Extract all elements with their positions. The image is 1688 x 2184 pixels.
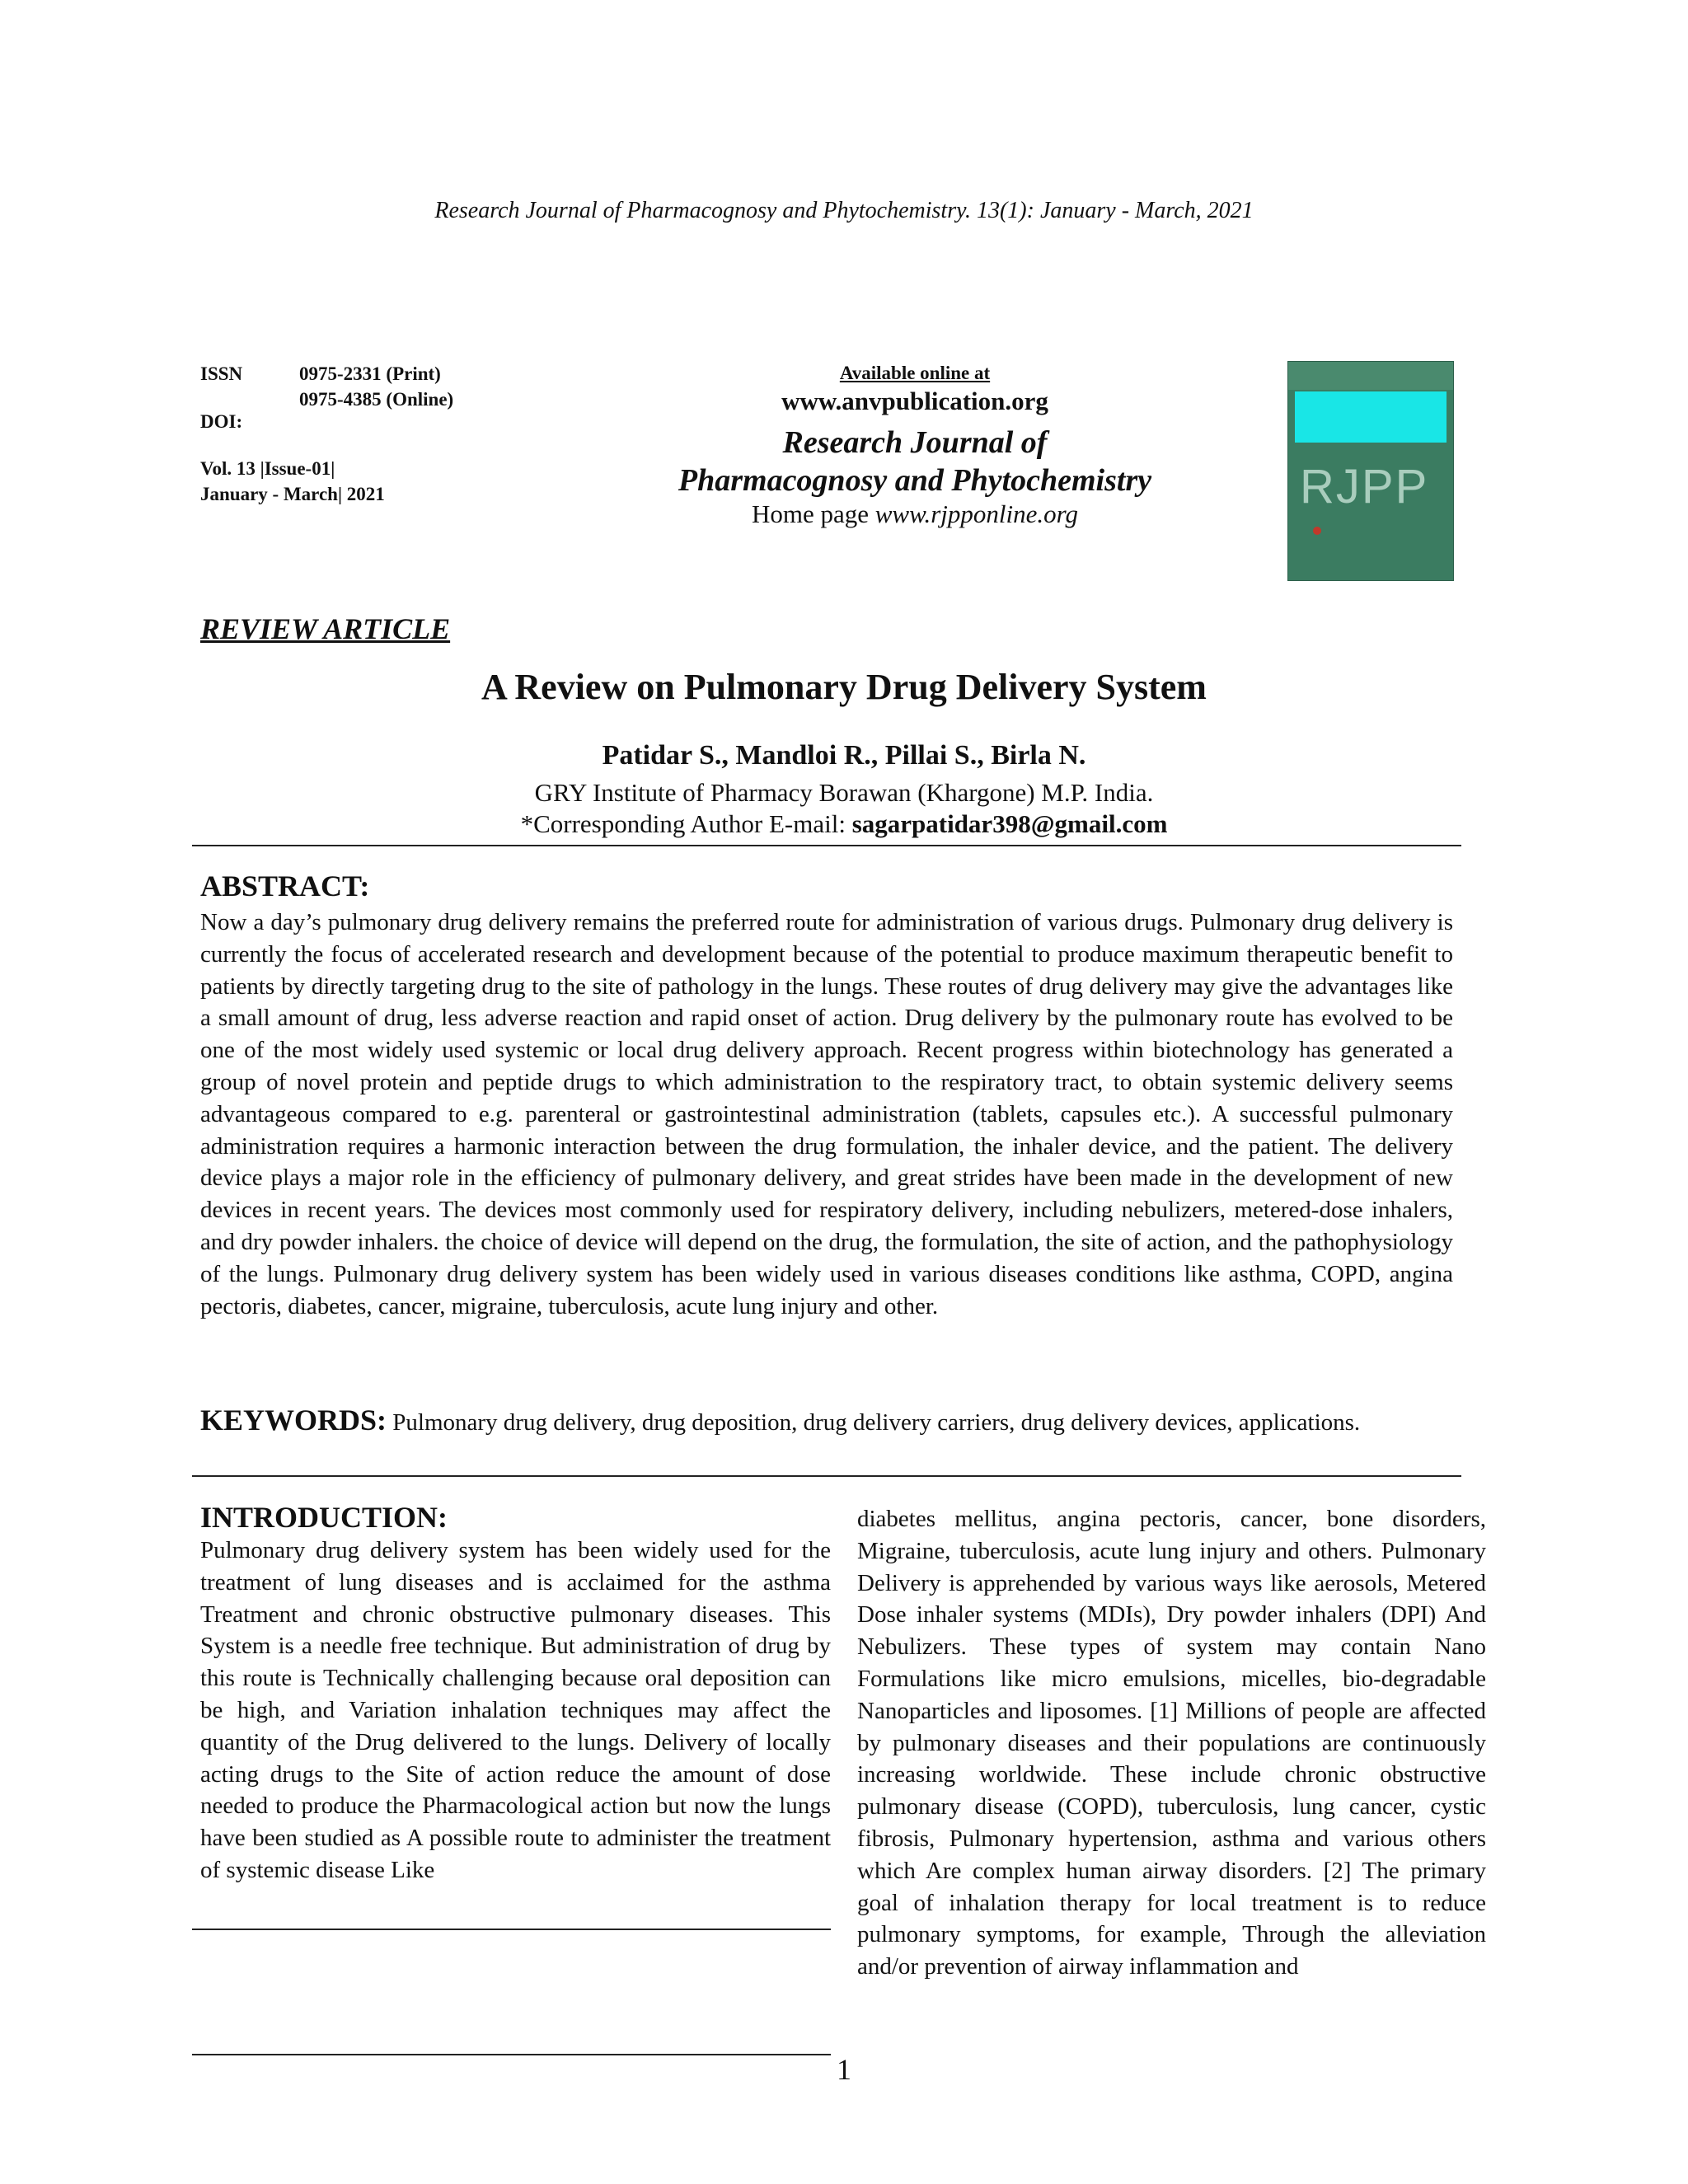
publisher-site: www.anvpublication.org: [781, 387, 1048, 415]
keywords-text: Pulmonary drug delivery, drug deposition, drug delivery carriers, drug delivery devices, applications.: [392, 1409, 1361, 1436]
journal-info: [626, 361, 1203, 529]
keywords-heading: KEYWORDS:: [200, 1404, 387, 1436]
period: January - March| 2021: [200, 484, 385, 504]
issn-online: 0975-4385 (Online): [299, 389, 454, 410]
corresponding-email: sagarpatidar398@gmail.com: [851, 809, 1168, 838]
issn-print: 0975-2331 (Print): [299, 363, 441, 384]
volume: Vol. 13 |Issue-01|: [200, 458, 335, 479]
abstract-text: Now a day’s pulmonary drug delivery remains the preferred route for administration of various drugs. Pulmonary drug delivery is currently the focus of accelerated research and development because of the potential to produce maximum therapeutic benefit to patients by directly targeting drug to the site of pathology in the lungs. These routes of drug delivery may give the advantages like a small amount of drug, less adverse reaction and rapid onset of action. Drug delivery by the pulmonary route has evolved to be one of the most widely used systemic or local drug delivery approach. Recent progress within biotechnology has generated a group of novel protein and peptide drugs to which administration to the respiratory tract, to obtain systemic delivery seems advantageous compared to e.g. parenteral or gastrointestinal administration (tablets, capsules etc.). A successful pulmonary administration requires a harmonic interaction between the drug formulation, the inhaler device, and the patient. The delivery device plays a major role in the efficiency of pulmonary delivery, and great strides have been made in the development of new devices in recent years. The devices most commonly used for respiratory delivery, including nebulizers, metered-dose inhalers, and dry powder inhalers. the choice of device will depend on the drug, the formulation, the site of action, and the pathophysiology of the lungs. Pulmonary drug delivery system has been widely used in various diseases conditions like asthma, COPD, angina pectoris, diabetes, cancer, migraine, tuberculosis, acute lung injury and other.: [200, 909, 1453, 1319]
journal-name-line1: Research Journal of: [782, 425, 1048, 460]
affiliation: GRY Institute of Pharmacy Borawan (Khargone) M.P. India.: [534, 778, 1154, 807]
abstract-heading: ABSTRACT:: [200, 869, 370, 902]
authors: Patidar S., Mandloi R., Pillai S., Birla N.: [602, 740, 1086, 771]
article-type: REVIEW ARTICLE: [200, 612, 451, 645]
article-title: A Review on Pulmonary Drug Delivery System: [481, 667, 1207, 707]
introduction-right-column: diabetes mellitus, angina pectoris, cancer, bone disorders, Migraine, tuberculosis, acute lung injury and others. Pulmonary Delivery is apprehended by various ways like aerosols, Metered Dose inhaler systems (MDIs), Dry powder inhalers (DPI) And Nebulizers. These types of system may contain Nano Formulations like micro emulsions, micelles, bio-degradable Nanoparticles and liposomes. [1] Millions of people are affected by pulmonary diseases and their populations are continuously increasing worldwide. These include chronic obstructive pulmonary disease (COPD), tuberculosis, lung cancer, cystic fibrosis, Pulmonary hypertension, asthma and various others which Are complex human airway disorders. [2] The primary goal of inhalation therapy for local treatment is to reduce pulmonary symptoms, for example, Through the alleviation and/or prevention of airway inflammation and: [857, 1506, 1486, 1980]
corresponding-author: [0, 809, 1688, 839]
divider: [192, 1475, 1461, 1477]
journal-cover-image: [1287, 361, 1454, 581]
journal-name-line2: Pharmacognosy and Phytochemistry: [678, 463, 1152, 498]
running-head: Research Journal of Pharmacognosy and Phytochemistry. 13(1): January - March, 2021: [434, 198, 1254, 223]
journal-meta: [200, 361, 453, 507]
cover-logo-icon: [1313, 527, 1321, 535]
divider: [192, 1929, 831, 1930]
introduction-left-column: Pulmonary drug delivery system has been widely used for the treatment of lung diseases and is acclaimed for the asthma Treatment and chronic obstructive pulmonary diseases. This System is a needle free technique. But administration of drug by this route is Technically challenging because oral deposition can be high, and Variation inhalation techniques may affect the quantity of the Drug delivered to the lungs. Delivery of locally acting drugs to the Site of action reduce the amount of dose needed to produce the Pharmacological action but now the lungs have been studied as A possible route to administer the treatment of systemic disease Like: [200, 1537, 831, 1883]
corresponding-label: *Corresponding Author E-mail:: [520, 809, 846, 838]
keywords: [200, 1404, 1453, 1438]
homepage-label: Home page: [751, 499, 869, 528]
available-online-label: Available online at: [839, 363, 991, 383]
doi-label: DOI:: [200, 411, 243, 432]
homepage: [626, 499, 1203, 529]
cover-logo-text: RJPP: [1300, 460, 1429, 513]
divider: [192, 845, 1461, 846]
introduction-heading: INTRODUCTION:: [200, 1501, 448, 1534]
issn-label: ISSN: [200, 363, 243, 384]
homepage-url: www.rjpponline.org: [874, 499, 1079, 528]
page-number: 1: [837, 2053, 851, 2086]
